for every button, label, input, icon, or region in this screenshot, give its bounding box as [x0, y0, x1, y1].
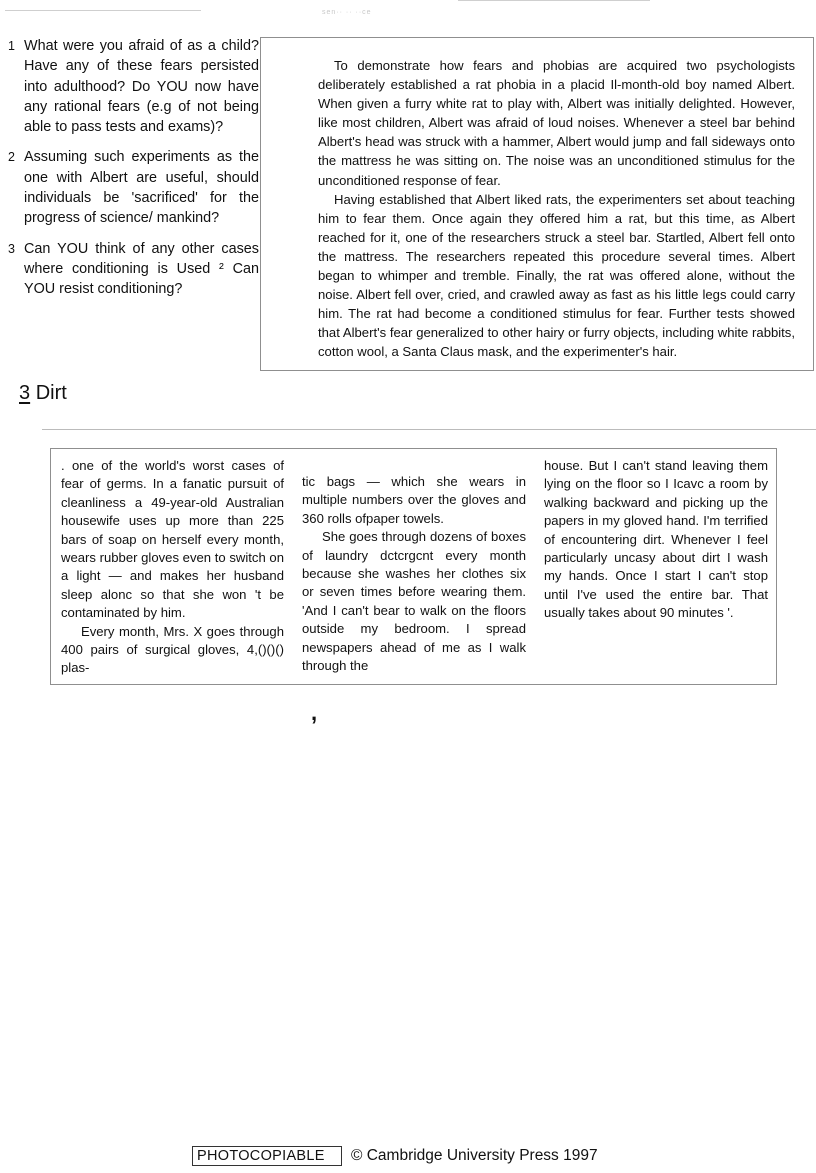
albert-paragraph-2: Having established that Albert liked rats, the experimenters set about teaching him to fear them. Once again they offered him a rat, but this time, as Albert reached for it, one of the researchers struck a steel bar. Startled, Albert fell onto the mattress. The researchers repeated this procedure several times. Albert began to whimper and tremble. Finally, the rat was offered alone, without the noise. Albert fell over, cried, and crawled away as fast as his little legs could carry him. The rat had become a conditioned stimulus for fear. Further tests showed that Albert's fear generalized to other hairy or furry objects, including white rabbits, cotton wool, a Santa Claus mask, and the experimenter's hair. — [318, 191, 795, 360]
question-item — [8, 147, 259, 228]
top-rule-left — [5, 10, 201, 11]
dirt-paragraph: She goes through dozens of boxes of laundry dctcrgcnt every month because she washes her clothes six or seven times before wearing them. 'And I can't bear to walk on the floors outside my bedroom. I spread newspapers ahead of me as I walk through the — [302, 529, 526, 674]
question-number: 1 — [8, 39, 15, 53]
dirt-column-3 — [544, 457, 768, 623]
albert-story-box — [260, 37, 814, 371]
discussion-questions — [8, 36, 259, 310]
section-title: Dirt — [35, 382, 67, 404]
faint-header-text: sen·· ·· ··ce — [322, 9, 372, 16]
section-heading — [19, 382, 67, 405]
stray-mark: , — [311, 700, 318, 725]
section-number: 3 — [19, 382, 31, 404]
question-number: 2 — [8, 150, 15, 165]
dirt-paragraph: tic bags — which she wears in multiple numbers over the gloves and 360 rolls ofpaper towels. — [302, 474, 526, 526]
question-item — [8, 36, 259, 137]
dirt-story-box — [50, 448, 777, 685]
dirt-paragraph: house. But I can't stand leaving them lying on the floor so I Icavc a room by walking backward and picking up the papers in my gloved hand. I'm terrified of encountering dirt. Whenever I feel particularly uncasy about dirt I wash my hands. Once I start I can't stop until I've used the entire bar. That usually takes about 90 minutes '. — [544, 458, 768, 621]
page-footer — [192, 1146, 598, 1166]
question-text: Assuming such experiments as the one with Albert are useful, should individuals be 'sacrificed' for the progress of science/ mankind? — [24, 149, 259, 227]
question-number: 3 — [8, 241, 15, 256]
copyright-notice: © Cambridge University Press 1997 — [351, 1147, 598, 1164]
question-text: Can YOU think of any other cases where conditioning is Used ² Can YOU resist conditioning? — [24, 240, 259, 298]
dirt-paragraph: . one of the world's worst cases of fear of germs. In a fanatic pursuit of cleanliness a 49-year-old Australian housewife uses up more than 225 bars of soap on herself every month, wears rubber gloves even to switch on a light — and makes her husband sleep alonc so that she won 't be contaminated by him. — [61, 458, 284, 621]
top-rule-right — [458, 0, 650, 1]
section-rule — [42, 429, 816, 430]
dirt-column-2 — [302, 475, 526, 675]
dirt-paragraph: Every month, Mrs. X goes through 400 pairs of surgical gloves, 4,()()() plas- — [61, 623, 284, 676]
dirt-column-1 — [61, 457, 284, 678]
albert-paragraph-1: To demonstrate how fears and phobias are acquired two psychologists deliberately established a rat phobia in a placid Il-month-old boy named Albert. When given a furry white rat to play with, Albert was initially delighted. However, like most children, Albert was afraid of loud noises. Whenever a steel bar behind Albert's head was struck with a hammer, Albert would jump and fall sideways onto the mattress he was sitting on. The noise was an unconditioned stimulus for the unconditioned response of fear. — [318, 58, 795, 188]
question-text: What were you afraid of as a child? Have any of these fears persisted into adulthood? Do YOU now have any rational fears (e.g of not being able to pass tests and exams)? — [24, 38, 259, 136]
question-item — [8, 239, 259, 300]
photocopiable-label: PHOTOCOPIABLE — [192, 1146, 342, 1166]
